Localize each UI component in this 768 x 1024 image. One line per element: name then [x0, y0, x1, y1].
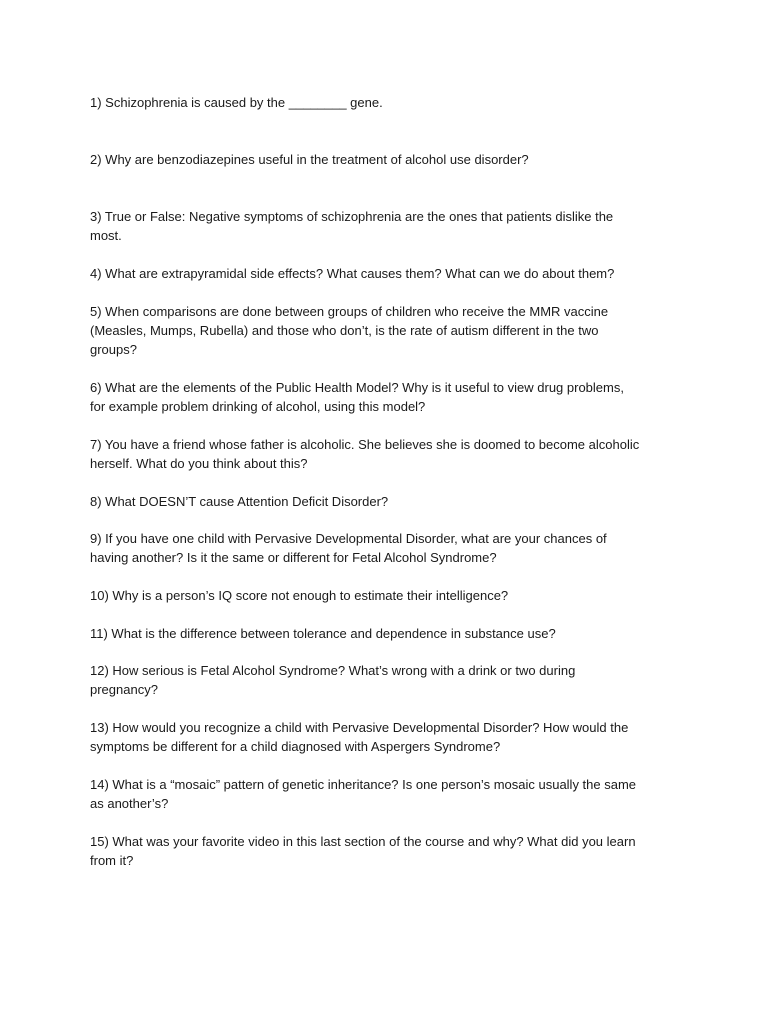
question-line: most. — [90, 228, 122, 243]
question-line: (Measles, Mumps, Rubella) and those who don’t, is the rate of autism different in the two — [90, 323, 599, 338]
question-9 — [90, 529, 690, 567]
question-4 — [90, 264, 690, 283]
question-line: 3) True or False: Negative symptoms of schizophrenia are the ones that patients dislike the — [90, 209, 614, 224]
question-7 — [90, 435, 690, 473]
question-line: 12) How serious is Fetal Alcohol Syndrome? What’s wrong with a drink or two during — [90, 663, 576, 678]
question-11 — [90, 624, 690, 643]
question-line: 15) What was your favorite video in this last section of the course and why? What did you learn — [90, 834, 636, 849]
question-line: 6) What are the elements of the Public Health Model? Why is it useful to view drug problems, — [90, 380, 624, 395]
question-line: 4) What are extrapyramidal side effects? What causes them? What can we do about them? — [90, 266, 615, 281]
question-5 — [90, 302, 690, 359]
question-line: 9) If you have one child with Pervasive Developmental Disorder, what are your chances of — [90, 531, 607, 546]
question-line: for example problem drinking of alcohol, using this model? — [90, 399, 426, 414]
question-line: herself. What do you think about this? — [90, 456, 308, 471]
question-line: 1) Schizophrenia is caused by the ________ gene. — [90, 95, 383, 110]
question-15 — [90, 832, 690, 870]
question-line: 2) Why are benzodiazepines useful in the treatment of alcohol use disorder? — [90, 152, 529, 167]
question-14 — [90, 775, 690, 813]
question-line: 5) When comparisons are done between groups of children who receive the MMR vaccine — [90, 304, 609, 319]
question-2 — [90, 150, 690, 169]
question-line: 11) What is the difference between tolerance and dependence in substance use? — [90, 626, 556, 641]
question-3 — [90, 207, 690, 245]
question-line: 14) What is a “mosaic” pattern of genetic inheritance? Is one person’s mosaic usually the same — [90, 777, 637, 792]
question-12 — [90, 661, 690, 699]
question-13 — [90, 718, 690, 756]
question-line: 13) How would you recognize a child with Pervasive Developmental Disorder? How would the — [90, 720, 629, 735]
question-line: 10) Why is a person’s IQ score not enough to estimate their intelligence? — [90, 588, 509, 603]
question-8 — [90, 492, 690, 511]
question-line: groups? — [90, 342, 137, 357]
question-line: 7) You have a friend whose father is alcoholic. She believes she is doomed to become alcoholic — [90, 437, 640, 452]
question-line: as another’s? — [90, 796, 169, 811]
question-line: from it? — [90, 853, 134, 868]
question-line: having another? Is it the same or different for Fetal Alcohol Syndrome? — [90, 550, 497, 565]
question-10 — [90, 586, 690, 605]
question-line: 8) What DOESN’T cause Attention Deficit Disorder? — [90, 494, 389, 509]
question-line: symptoms be different for a child diagnosed with Aspergers Syndrome? — [90, 739, 501, 754]
question-line: pregnancy? — [90, 682, 158, 697]
question-6 — [90, 378, 690, 416]
question-1 — [90, 93, 690, 112]
